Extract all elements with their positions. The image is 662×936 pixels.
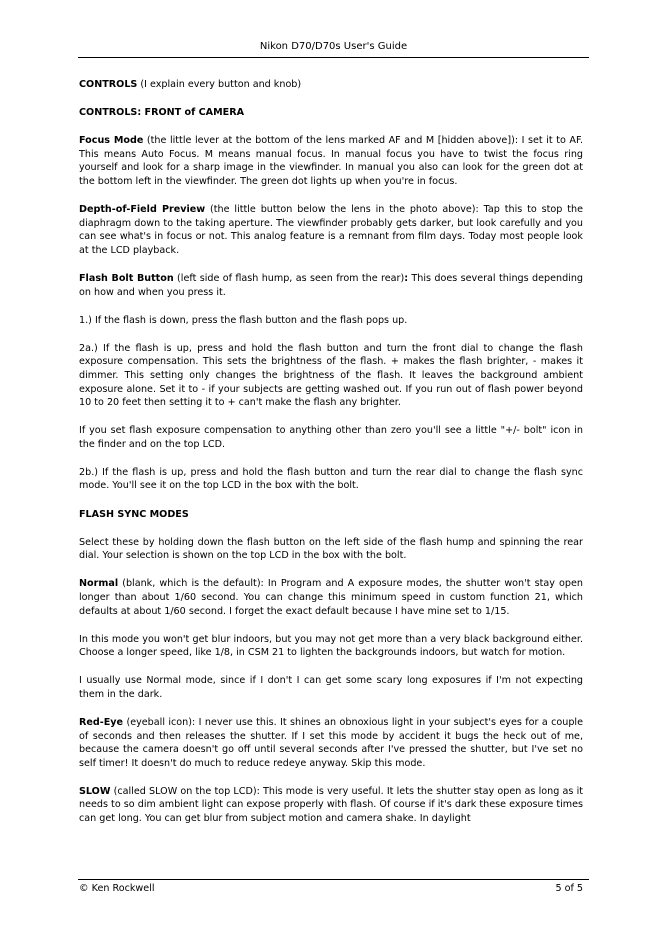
footer-page-number: 5 of 5 <box>555 883 583 894</box>
front-heading <box>79 106 583 120</box>
normal-note-paragraph: In this mode you won't get blur indoors, but you may not get more than a very black background either. Choose a longer speed, like 1/8, in CSM 21 to lighten the backgrounds indoors, but watch for motion. <box>79 633 583 659</box>
normal-text: (blank, which is the default): In Program and A exposure modes, the shutter won't stay open longer than about 1/60 second. You can change this minimum speed in custom function 21, which defaults at about 1/60 second. I forget the exact default because I have mine set to 1/15. <box>79 578 583 617</box>
flash-bolt-term: Flash Bolt Button <box>79 272 174 284</box>
dof-preview-term: Depth-of-Field Preview <box>79 204 206 216</box>
flash-bolt-text: (left side of flash hump, as seen from the rear) <box>173 272 405 284</box>
document-body <box>79 78 583 840</box>
dof-preview-text: (the little button below the lens in the photo above): Tap this to stop the diaphragm down to the taking aperture. The viewfinder probably gets darker, but look carefully and you can see what's in focus or not. This analog feature is a remnant from film days. Today most people look at the LCD playback. <box>79 204 583 256</box>
footer-divider <box>78 879 589 880</box>
flash-bolt-text-2: This does several things depending on how and when you press it. <box>79 272 583 298</box>
focus-mode-term: Focus Mode <box>79 135 144 147</box>
controls-title: CONTROLS <box>79 79 138 90</box>
controls-subtitle: (I explain every button and knob) <box>137 79 302 90</box>
normal-use-paragraph: I usually use Normal mode, since if I don't I can get some scary long exposures if I'm not expecting them in the dark. <box>79 675 583 700</box>
red-eye-text: (eyeball icon): I never use this. It shines an obnoxious light in your subject's eyes for a couple of seconds and then releases the shutter. If I set this mode by accident it bugs the heck out of me, because the camera doesn't go off until several seconds after I've pressed the shutter, but I've set no self timer! It doesn't do much to reduce redeye anyway. Skip this mode. <box>79 717 583 769</box>
red-eye-paragraph <box>79 716 583 770</box>
dof-preview-paragraph <box>79 203 583 257</box>
slow-term: SLOW <box>79 785 111 797</box>
step-1-paragraph: 1.) If the flash is down, press the flash button and the flash pops up. <box>79 314 408 326</box>
normal-term: Normal <box>79 578 119 590</box>
slow-text: (called SLOW on the top LCD): This mode is very useful. It lets the shutter stay open as long as it needs to so dim ambient light can expose properly with flash. Of course if it's dark these exposure times can get long. You can get blur from subject motion and camera shake. In daylight <box>79 785 583 825</box>
focus-mode-text: (the little lever at the bottom of the lens marked AF and M [hidden above]): I set it to AF. This means Auto Focus. M means manual focus. In manual focus you have to twist the focus ring yourself and look for a sharp image in the viewfinder. In manual you also can look for the green dot at the bottom left in the viewfinder. The green dot lights up when you're in focus. <box>79 135 583 187</box>
controls-heading <box>79 78 583 92</box>
normal-paragraph <box>79 577 583 618</box>
flash-bolt-colon: : <box>404 272 409 284</box>
red-eye-term: Red-Eye <box>79 717 124 728</box>
step-2b-paragraph: 2b.) If the flash is up, press and hold the flash button and turn the rear dial to change the flash sync mode. You'll see it on the top LCD in the box with the bolt. <box>79 466 583 492</box>
slow-paragraph <box>79 785 583 826</box>
footer-copyright: © Ken Rockwell <box>79 883 155 894</box>
flash-bolt-paragraph <box>79 272 583 299</box>
sync-select-paragraph: Select these by holding down the flash button on the left side of the flash hump and spinning the rear dial. Your selection is shown on the top LCD in the box with the bolt. <box>79 536 583 562</box>
sync-modes-title: FLASH SYNC MODES <box>79 508 189 520</box>
sync-modes-heading <box>79 508 583 522</box>
front-title: CONTROLS: FRONT of CAMERA <box>79 107 245 119</box>
header-divider <box>78 57 589 58</box>
fec-note-paragraph: If you set flash exposure compensation to anything other than zero you'll see a little "+/- bolt" icon in the finder and on the top LCD. <box>79 425 583 450</box>
step-2a-paragraph: 2a.) If the flash is up, press and hold the flash button and turn the front dial to change the flash exposure compensation. This sets the brightness of the flash. + makes the flash brighter, - makes it dimmer. This setting only changes the brightness of the flash. It leaves the background ambient exposure alone. Set it to - if your subjects are getting washed out. If you run out of flash power beyond 10 to 20 feet then setting it to + can't make the flash any brighter. <box>79 342 583 409</box>
focus-mode-paragraph <box>79 134 583 188</box>
page-header: Nikon D70/D70s User's Guide <box>259 41 408 52</box>
